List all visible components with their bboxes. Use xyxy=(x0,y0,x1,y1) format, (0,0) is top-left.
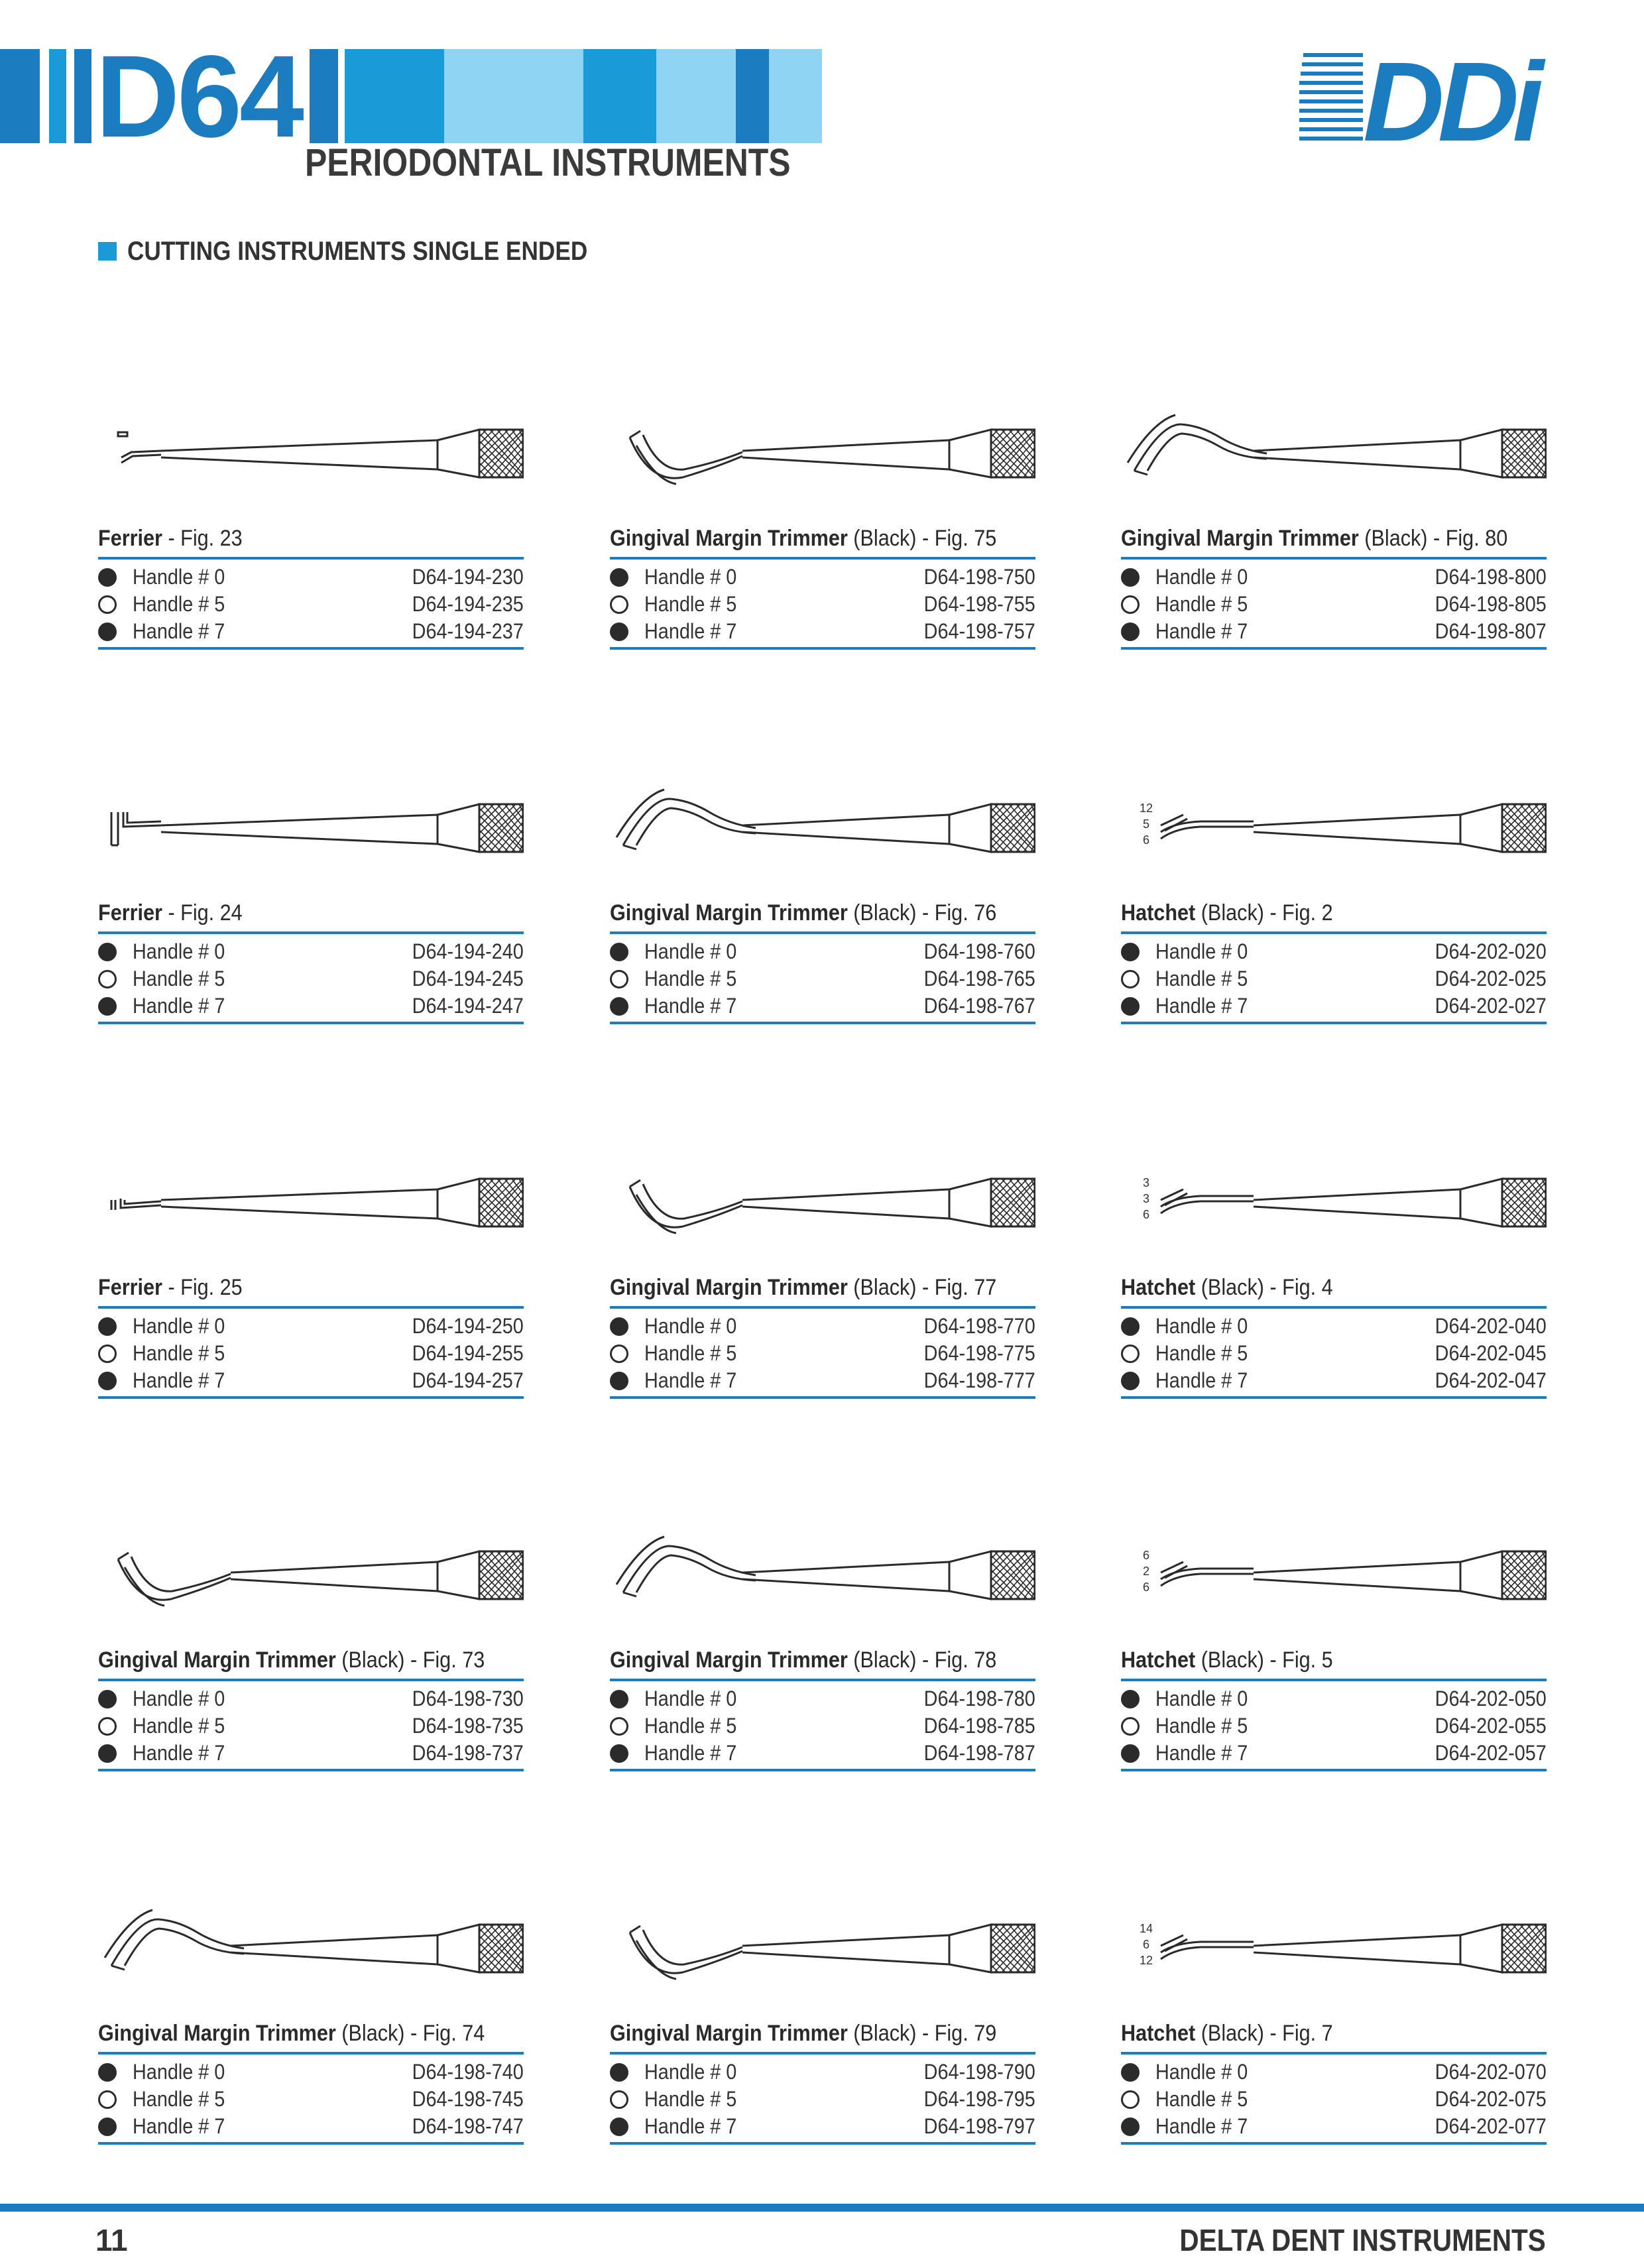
section-heading xyxy=(98,236,650,267)
product-name: Hatchet xyxy=(1121,2021,1196,2046)
title-rule xyxy=(610,557,1035,560)
product-code: D64-194-247 xyxy=(412,994,524,1018)
product-code: D64-202-045 xyxy=(1435,1341,1547,1365)
handle-option-row xyxy=(610,967,1035,993)
title-rule xyxy=(98,2052,524,2055)
page-subtitle: PERIODONTAL INSTRUMENTS xyxy=(305,141,791,184)
product-name: Gingival Margin Trimmer xyxy=(1121,526,1359,551)
handle-label: Handle # 5 xyxy=(644,1341,737,1365)
product-code: D64-202-077 xyxy=(1435,2114,1547,2138)
handle-option-row xyxy=(1121,967,1547,993)
product-code: D64-198-795 xyxy=(923,2087,1035,2111)
handle-label: Handle # 0 xyxy=(644,565,737,589)
hollow-circle-icon xyxy=(610,2090,628,2109)
product-figure: (Black) - Fig. 2 xyxy=(1195,900,1333,925)
product-title xyxy=(1121,1275,1333,1301)
blade-formula-number: 12 xyxy=(1139,1954,1153,1967)
handle-option-row xyxy=(98,592,524,619)
handle-label: Handle # 7 xyxy=(1155,1741,1248,1765)
handle-label: Handle # 5 xyxy=(1155,2087,1248,2111)
title-rule xyxy=(1121,2052,1547,2055)
filled-circle-icon xyxy=(1121,1690,1140,1708)
product-figure: (Black) - Fig. 78 xyxy=(847,1647,997,1673)
handle-label: Handle # 0 xyxy=(1155,1314,1248,1338)
product-code: D64-198-800 xyxy=(1435,565,1547,589)
product-code: D64-194-257 xyxy=(412,1368,524,1392)
filled-circle-icon xyxy=(98,1744,117,1763)
instrument-drawing xyxy=(610,385,1035,517)
product-code: D64-198-777 xyxy=(923,1368,1035,1392)
bottom-rule xyxy=(1121,2142,1547,2145)
product-code: D64-198-767 xyxy=(923,994,1035,1018)
title-rule xyxy=(1121,1679,1547,1681)
product-title xyxy=(98,1647,485,1673)
handle-option-row xyxy=(98,994,524,1020)
product-name: Gingival Margin Trimmer xyxy=(98,1647,336,1673)
title-rule xyxy=(1121,1306,1547,1309)
filled-circle-icon xyxy=(98,943,117,961)
handle-option-row xyxy=(610,994,1035,1020)
product-figure: - Fig. 24 xyxy=(162,900,243,925)
product-title xyxy=(1121,900,1333,926)
product-code: D64-198-737 xyxy=(412,1741,524,1765)
product-code: D64-198-745 xyxy=(412,2087,524,2111)
handle-label: Handle # 5 xyxy=(644,2087,737,2111)
product-code: D64-202-055 xyxy=(1435,1714,1547,1738)
product-code: D64-202-040 xyxy=(1435,1314,1547,1338)
title-rule xyxy=(610,1679,1035,1681)
filled-circle-icon xyxy=(1121,1317,1140,1336)
handle-label: Handle # 0 xyxy=(133,565,225,589)
handle-option-row xyxy=(610,619,1035,646)
hollow-circle-icon xyxy=(610,970,628,988)
handle-label: Handle # 0 xyxy=(644,1314,737,1338)
bottom-rule xyxy=(1121,647,1547,650)
product-code: D64-198-787 xyxy=(923,1741,1035,1765)
hollow-circle-icon xyxy=(1121,2090,1140,2109)
handle-option-row xyxy=(1121,619,1547,646)
company-name: DELTA DENT INSTRUMENTS xyxy=(1179,2223,1546,2257)
handle-option-row xyxy=(610,2060,1035,2086)
bottom-rule xyxy=(610,1769,1035,1771)
product-code: D64-198-750 xyxy=(923,565,1035,589)
product-code: D64-198-755 xyxy=(923,592,1035,616)
handle-label: Handle # 0 xyxy=(644,1687,737,1710)
footer-rule xyxy=(0,2204,1644,2212)
handle-label: Handle # 7 xyxy=(133,2114,225,2138)
instrument-drawing xyxy=(1121,1134,1547,1266)
handle-label: Handle # 7 xyxy=(133,1368,225,1392)
handle-label: Handle # 0 xyxy=(1155,565,1248,589)
filled-circle-icon xyxy=(1121,623,1140,641)
handle-label: Handle # 0 xyxy=(133,1314,225,1338)
product-code: D64-194-230 xyxy=(412,565,524,589)
filled-circle-icon xyxy=(98,1372,117,1390)
product-name: Gingival Margin Trimmer xyxy=(610,1275,848,1300)
hollow-circle-icon xyxy=(98,1717,117,1736)
product-name: Gingival Margin Trimmer xyxy=(610,2021,848,2046)
title-rule xyxy=(98,1679,524,1681)
handle-label: Handle # 0 xyxy=(133,939,225,963)
instrument-drawing xyxy=(1121,1880,1547,2012)
handle-label: Handle # 7 xyxy=(133,619,225,643)
product-name: Hatchet xyxy=(1121,1647,1196,1673)
handle-option-row xyxy=(1121,565,1547,591)
hollow-circle-icon xyxy=(98,595,117,614)
bottom-rule xyxy=(98,1769,524,1771)
filled-circle-icon xyxy=(98,997,117,1016)
title-rule xyxy=(610,2052,1035,2055)
product-code: D64-198-765 xyxy=(923,967,1035,990)
filled-circle-icon xyxy=(610,2118,628,2136)
handle-label: Handle # 7 xyxy=(133,994,225,1018)
handle-label: Handle # 0 xyxy=(1155,1687,1248,1710)
filled-circle-icon xyxy=(1121,1744,1140,1763)
filled-circle-icon xyxy=(610,1744,628,1763)
product-code: D64-202-050 xyxy=(1435,1687,1547,1710)
product-name: Ferrier xyxy=(98,1275,162,1300)
hollow-circle-icon xyxy=(610,1344,628,1363)
product-code: D64-194-235 xyxy=(412,592,524,616)
filled-circle-icon xyxy=(1121,943,1140,961)
bottom-rule xyxy=(98,1396,524,1399)
page-number: 11 xyxy=(95,2223,128,2257)
product-name: Hatchet xyxy=(1121,900,1196,925)
handle-option-row xyxy=(610,939,1035,966)
product-code: D64-202-027 xyxy=(1435,994,1547,1018)
title-rule xyxy=(610,1306,1035,1309)
hollow-circle-icon xyxy=(1121,970,1140,988)
filled-circle-icon xyxy=(610,1372,628,1390)
handle-option-row xyxy=(610,565,1035,591)
product-code: D64-202-070 xyxy=(1435,2060,1547,2084)
product-code: D64-202-075 xyxy=(1435,2087,1547,2111)
handle-label: Handle # 7 xyxy=(133,1741,225,1765)
handle-option-row xyxy=(1121,939,1547,966)
handle-label: Handle # 5 xyxy=(133,592,225,616)
product-title xyxy=(1121,2021,1333,2047)
handle-option-row xyxy=(98,2087,524,2114)
blade-formula-number: 5 xyxy=(1142,817,1150,831)
product-code: D64-198-775 xyxy=(923,1341,1035,1365)
handle-option-row xyxy=(610,1741,1035,1767)
product-code: D64-198-760 xyxy=(923,939,1035,963)
handle-label: Handle # 0 xyxy=(644,2060,737,2084)
bottom-rule xyxy=(610,647,1035,650)
product-title xyxy=(610,526,996,552)
bottom-rule xyxy=(610,1022,1035,1024)
handle-label: Handle # 0 xyxy=(1155,2060,1248,2084)
handle-label: Handle # 5 xyxy=(1155,1341,1248,1365)
handle-option-row xyxy=(1121,1341,1547,1368)
handle-option-row xyxy=(610,592,1035,619)
blade-formula-number: 6 xyxy=(1142,1938,1150,1951)
product-code: D64-198-797 xyxy=(923,2114,1035,2138)
hollow-circle-icon xyxy=(98,1344,117,1363)
catalog-code: D64 xyxy=(91,37,310,156)
filled-circle-icon xyxy=(610,623,628,641)
filled-circle-icon xyxy=(610,1317,628,1336)
blade-formula-number: 6 xyxy=(1142,833,1150,847)
product-code: D64-194-250 xyxy=(412,1314,524,1338)
product-name: Gingival Margin Trimmer xyxy=(610,900,848,925)
bottom-rule xyxy=(1121,1769,1547,1771)
handle-option-row xyxy=(1121,2087,1547,2114)
handle-option-row xyxy=(610,1341,1035,1368)
handle-option-row xyxy=(1121,1714,1547,1740)
product-code: D64-202-020 xyxy=(1435,939,1547,963)
product-title xyxy=(1121,526,1507,552)
product-figure: (Black) - Fig. 5 xyxy=(1195,1647,1333,1673)
handle-label: Handle # 5 xyxy=(133,1341,225,1365)
instrument-drawing xyxy=(98,1506,524,1639)
bottom-rule xyxy=(1121,1396,1547,1399)
handle-option-row xyxy=(610,1687,1035,1713)
product-title xyxy=(610,1647,996,1673)
section-square-icon xyxy=(98,242,117,261)
blade-formula-number: 12 xyxy=(1139,802,1153,815)
handle-option-row xyxy=(98,1741,524,1767)
product-title xyxy=(98,900,243,926)
filled-circle-icon xyxy=(1121,1372,1140,1390)
handle-option-row xyxy=(610,2087,1035,2114)
product-figure: (Black) - Fig. 80 xyxy=(1358,526,1508,551)
instrument-drawing xyxy=(98,759,524,892)
filled-circle-icon xyxy=(610,997,628,1016)
product-title xyxy=(98,2021,485,2047)
filled-circle-icon xyxy=(1121,2063,1140,2082)
handle-label: Handle # 7 xyxy=(644,994,737,1018)
handle-label: Handle # 7 xyxy=(644,2114,737,2138)
handle-label: Handle # 5 xyxy=(644,592,737,616)
title-rule xyxy=(1121,557,1547,560)
product-code: D64-198-785 xyxy=(923,1714,1035,1738)
section-title: CUTTING INSTRUMENTS SINGLE ENDED xyxy=(127,236,588,266)
product-code: D64-198-740 xyxy=(412,2060,524,2084)
filled-circle-icon xyxy=(1121,2118,1140,2136)
hollow-circle-icon xyxy=(610,1717,628,1736)
handle-option-row xyxy=(1121,2060,1547,2086)
handle-label: Handle # 0 xyxy=(133,1687,225,1710)
bottom-rule xyxy=(98,2142,524,2145)
title-rule xyxy=(98,1306,524,1309)
product-figure: - Fig. 23 xyxy=(162,526,243,551)
product-figure: (Black) - Fig. 79 xyxy=(847,2021,997,2046)
product-code: D64-194-240 xyxy=(412,939,524,963)
hollow-circle-icon xyxy=(1121,1717,1140,1736)
blade-formula-number: 3 xyxy=(1142,1192,1150,1205)
filled-circle-icon xyxy=(610,943,628,961)
handle-option-row xyxy=(1121,2114,1547,2141)
bottom-rule xyxy=(610,2142,1035,2145)
handle-option-row xyxy=(610,2114,1035,2141)
handle-option-row xyxy=(1121,1741,1547,1767)
product-code: D64-194-237 xyxy=(412,619,524,643)
instrument-drawing xyxy=(1121,1506,1547,1639)
product-code: D64-194-245 xyxy=(412,967,524,990)
handle-option-row xyxy=(98,1341,524,1368)
product-code: D64-198-770 xyxy=(923,1314,1035,1338)
title-rule xyxy=(98,931,524,934)
filled-circle-icon xyxy=(1121,997,1140,1016)
handle-option-row xyxy=(98,1368,524,1395)
product-code: D64-198-747 xyxy=(412,2114,524,2138)
filled-circle-icon xyxy=(98,568,117,587)
blade-formula-number: 6 xyxy=(1142,1208,1150,1221)
product-code: D64-198-805 xyxy=(1435,592,1547,616)
product-title xyxy=(98,526,243,552)
handle-label: Handle # 7 xyxy=(1155,2114,1248,2138)
handle-label: Handle # 7 xyxy=(644,1368,737,1392)
instrument-drawing xyxy=(98,1134,524,1266)
handle-label: Handle # 7 xyxy=(644,619,737,643)
product-title xyxy=(610,900,996,926)
product-code: D64-202-047 xyxy=(1435,1368,1547,1392)
product-code: D64-198-807 xyxy=(1435,619,1547,643)
handle-option-row xyxy=(98,1714,524,1740)
product-name: Ferrier xyxy=(98,900,162,925)
title-rule xyxy=(98,557,524,560)
handle-option-row xyxy=(1121,1314,1547,1341)
bottom-rule xyxy=(1121,1022,1547,1024)
hollow-circle-icon xyxy=(1121,1344,1140,1363)
instrument-drawing xyxy=(610,759,1035,892)
handle-option-row xyxy=(98,565,524,591)
hollow-circle-icon xyxy=(610,595,628,614)
filled-circle-icon xyxy=(1121,568,1140,587)
hollow-circle-icon xyxy=(1121,595,1140,614)
handle-label: Handle # 5 xyxy=(1155,1714,1248,1738)
handle-option-row xyxy=(98,619,524,646)
handle-option-row xyxy=(610,1714,1035,1740)
product-figure: (Black) - Fig. 77 xyxy=(847,1275,997,1300)
instrument-drawing xyxy=(610,1880,1035,2012)
handle-label: Handle # 5 xyxy=(133,2087,225,2111)
instrument-drawing xyxy=(1121,759,1547,892)
bottom-rule xyxy=(610,1396,1035,1399)
handle-label: Handle # 5 xyxy=(644,967,737,990)
handle-label: Handle # 0 xyxy=(133,2060,225,2084)
handle-label: Handle # 5 xyxy=(133,967,225,990)
ddi-logo xyxy=(1299,46,1551,146)
handle-option-row xyxy=(98,1314,524,1341)
handle-label: Handle # 7 xyxy=(1155,1368,1248,1392)
handle-label: Handle # 5 xyxy=(644,1714,737,1738)
handle-label: Handle # 0 xyxy=(1155,939,1248,963)
product-name: Gingival Margin Trimmer xyxy=(610,526,848,551)
handle-label: Handle # 7 xyxy=(1155,994,1248,1018)
handle-label: Handle # 7 xyxy=(1155,619,1248,643)
product-figure: - Fig. 25 xyxy=(162,1275,243,1300)
title-rule xyxy=(610,931,1035,934)
instrument-drawing xyxy=(610,1134,1035,1266)
product-title xyxy=(610,2021,996,2047)
handle-option-row xyxy=(1121,592,1547,619)
product-figure: (Black) - Fig. 74 xyxy=(335,2021,485,2046)
filled-circle-icon xyxy=(98,1690,117,1708)
filled-circle-icon xyxy=(98,2118,117,2136)
product-figure: (Black) - Fig. 75 xyxy=(847,526,997,551)
product-name: Gingival Margin Trimmer xyxy=(98,2021,336,2046)
instrument-drawing xyxy=(98,385,524,517)
handle-option-row xyxy=(1121,994,1547,1020)
handle-label: Handle # 7 xyxy=(644,1741,737,1765)
filled-circle-icon xyxy=(610,568,628,587)
filled-circle-icon xyxy=(98,623,117,641)
handle-label: Handle # 0 xyxy=(644,939,737,963)
filled-circle-icon xyxy=(98,2063,117,2082)
product-title xyxy=(1121,1647,1333,1673)
product-code: D64-198-790 xyxy=(923,2060,1035,2084)
handle-option-row xyxy=(98,1687,524,1713)
blade-formula-number: 3 xyxy=(1142,1176,1150,1189)
product-code: D64-202-025 xyxy=(1435,967,1547,990)
handle-option-row xyxy=(1121,1687,1547,1713)
handle-option-row xyxy=(98,2114,524,2141)
handle-label: Handle # 5 xyxy=(1155,592,1248,616)
product-figure: (Black) - Fig. 73 xyxy=(335,1647,485,1673)
handle-option-row xyxy=(98,967,524,993)
instrument-drawing xyxy=(1121,385,1547,517)
product-title xyxy=(98,1275,243,1301)
product-code: D64-198-757 xyxy=(923,619,1035,643)
handle-label: Handle # 5 xyxy=(1155,967,1248,990)
handle-option-row xyxy=(1121,1368,1547,1395)
product-name: Ferrier xyxy=(98,526,162,551)
product-figure: (Black) - Fig. 76 xyxy=(847,900,997,925)
product-title xyxy=(610,1275,996,1301)
product-code: D64-198-735 xyxy=(412,1714,524,1738)
bottom-rule xyxy=(98,1022,524,1024)
instrument-drawing xyxy=(610,1506,1035,1639)
product-code: D64-198-780 xyxy=(923,1687,1035,1710)
handle-option-row xyxy=(98,939,524,966)
instrument-drawing xyxy=(98,1880,524,2012)
product-name: Gingival Margin Trimmer xyxy=(610,1647,848,1673)
hollow-circle-icon xyxy=(98,2090,117,2109)
handle-label: Handle # 5 xyxy=(133,1714,225,1738)
handle-option-row xyxy=(98,2060,524,2086)
title-rule xyxy=(1121,931,1547,934)
hollow-circle-icon xyxy=(98,970,117,988)
blade-formula-number: 2 xyxy=(1142,1565,1150,1578)
blade-formula-number: 14 xyxy=(1139,1922,1153,1935)
product-figure: (Black) - Fig. 7 xyxy=(1195,2021,1333,2046)
handle-option-row xyxy=(610,1314,1035,1341)
filled-circle-icon xyxy=(98,1317,117,1336)
product-code: D64-198-730 xyxy=(412,1687,524,1710)
bottom-rule xyxy=(98,647,524,650)
filled-circle-icon xyxy=(610,1690,628,1708)
product-figure: (Black) - Fig. 4 xyxy=(1195,1275,1333,1300)
blade-formula-number: 6 xyxy=(1142,1581,1150,1594)
product-code: D64-194-255 xyxy=(412,1341,524,1365)
product-name: Hatchet xyxy=(1121,1275,1196,1300)
product-code: D64-202-057 xyxy=(1435,1741,1547,1765)
handle-option-row xyxy=(610,1368,1035,1395)
blade-formula-number: 6 xyxy=(1142,1549,1150,1562)
svg-text:DDi: DDi xyxy=(1363,46,1537,146)
filled-circle-icon xyxy=(610,2063,628,2082)
